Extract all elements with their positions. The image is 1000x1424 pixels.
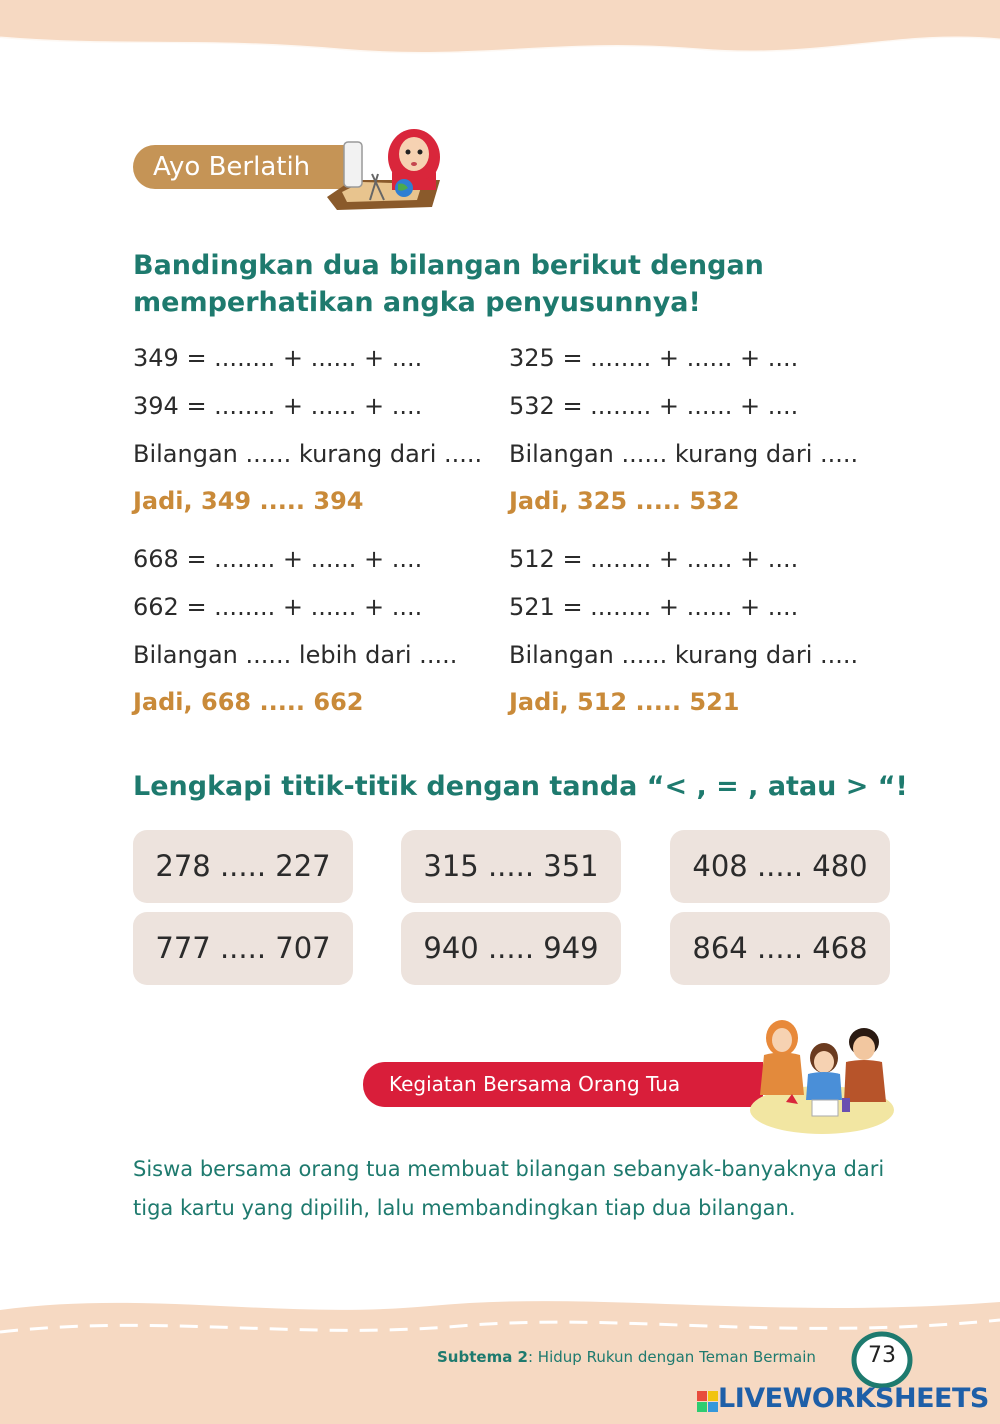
- comparison-sentence: Bilangan ...... kurang dari .....: [133, 440, 483, 468]
- decomposition-line: 662 = ........ + ...... + ....: [133, 593, 423, 621]
- comparison-instruction-heading: Bandingkan dua bilangan berikut dengan memperhatikan angka penyusunnya!: [133, 250, 764, 318]
- subtema-title: : Hidup Rukun dengan Teman Bermain: [527, 1348, 816, 1366]
- activity-description: Siswa bersama orang tua membuat bilangan sebanyak-banyaknya dari tiga kartu yang dipilih, lalu membandingkan tiap dua bilangan.: [133, 1157, 885, 1220]
- decomposition-line: 668 = ........ + ...... + ....: [133, 545, 423, 573]
- decomposition-line: 394 = ........ + ...... + ....: [133, 392, 423, 420]
- parent-activity-banner: Kegiatan Bersama Orang Tua: [363, 1062, 763, 1107]
- decomposition-line: 512 = ........ + ...... + ....: [509, 545, 799, 573]
- comparison-sentence: Bilangan ...... kurang dari .....: [509, 641, 859, 669]
- conclusion-line: Jadi, 325 ..... 532: [509, 487, 740, 515]
- conclusion-line: Jadi, 512 ..... 521: [509, 688, 740, 716]
- studying-girl-illustration: [322, 112, 452, 217]
- family-activity-illustration: [742, 1010, 894, 1135]
- page-number: 73: [868, 1343, 896, 1368]
- comparison-box[interactable]: 315 ..... 351: [401, 830, 621, 903]
- comparison-box[interactable]: 940 ..... 949: [401, 912, 621, 985]
- comparison-box[interactable]: 864 ..... 468: [670, 912, 890, 985]
- comparison-box[interactable]: 777 ..... 707: [133, 912, 353, 985]
- complete-dots-heading: Lengkapi titik-titik dengan tanda “< , = , atau > “!: [133, 771, 908, 802]
- comparison-box[interactable]: 408 ..... 480: [670, 830, 890, 903]
- decomposition-line: 532 = ........ + ...... + ....: [509, 392, 799, 420]
- decomposition-line: 521 = ........ + ...... + ....: [509, 593, 799, 621]
- decomposition-line: 349 = ........ + ...... + ....: [133, 344, 423, 372]
- subtema-label: Subtema 2: [437, 1348, 528, 1366]
- top-decorative-band: [0, 0, 1000, 70]
- comparison-sentence: Bilangan ...... kurang dari .....: [509, 440, 859, 468]
- conclusion-line: Jadi, 668 ..... 662: [133, 688, 364, 716]
- comparison-box[interactable]: 278 ..... 227: [133, 830, 353, 903]
- footer-subtema: [437, 1348, 816, 1366]
- decomposition-line: 325 = ........ + ...... + ....: [509, 344, 799, 372]
- comparison-sentence: Bilangan ...... lebih dari .....: [133, 641, 458, 669]
- practice-badge: Ayo Berlatih: [133, 145, 348, 189]
- liveworksheets-watermark: LIVEWORKSHEETS: [718, 1383, 989, 1414]
- conclusion-line: Jadi, 349 ..... 394: [133, 487, 364, 515]
